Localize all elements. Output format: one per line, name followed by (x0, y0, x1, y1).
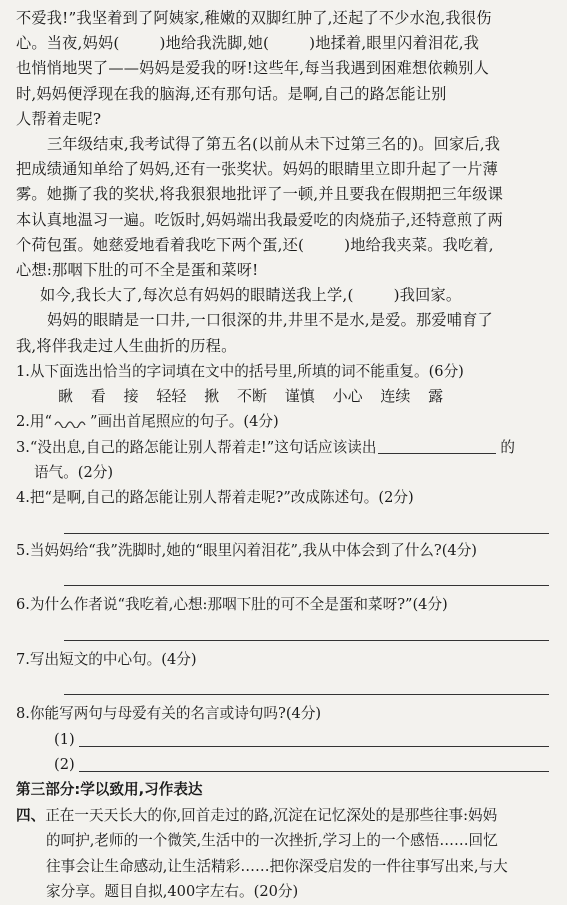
passage-line: 心。当夜,妈妈( )地给我洗脚,她( )地揉着,眼里闪着泪花,我 (16, 34, 480, 53)
question-6: 6.为什么作者说“我吃着,心想:那咽下肚的可不全是蛋和菜呀?”(4分) (16, 596, 448, 614)
question-3-cont: 语气。(2分) (34, 464, 114, 482)
passage-line: 心想:那咽下肚的可不全是蛋和菜呀! (16, 261, 259, 280)
option-word: 揪 (204, 387, 220, 406)
question-4: 4.把“是啊,自己的路怎能让别人帮着走呢?”改成陈述句。(2分) (16, 489, 414, 507)
answer-line[interactable] (64, 563, 549, 586)
wavy-line-icon (54, 418, 88, 428)
part-3 (16, 777, 553, 905)
answer-blank[interactable] (269, 37, 309, 52)
option-word: 接 (123, 387, 139, 406)
answer-blank[interactable] (119, 37, 159, 52)
answer-blank[interactable] (304, 238, 344, 253)
section-number: 四、 (16, 806, 46, 824)
part-3-title: 第三部分:学以致用,习作表达 (16, 780, 203, 798)
passage-line: 雾。她撕了我的奖状,将我狠狠地批评了一顿,并且要我在假期把三年级课 (16, 185, 504, 204)
answer-underline[interactable] (79, 755, 549, 772)
question-5: 5.当妈妈给“我”洗脚时,她的“眼里闪着泪花”,我从中体会到了什么?(4分) (16, 541, 477, 559)
option-word: 瞅 (58, 387, 74, 406)
answer-blank[interactable] (354, 289, 394, 304)
passage-line: 本认真地温习一遍。吃饭时,妈妈端出我最爱吃的肉烧茄子,还特意煎了两 (16, 210, 504, 229)
passage-line: 如今,我长大了,每次总有妈妈的眼睛送我上学,( )我回家。 (40, 286, 462, 305)
composition-line: 往事会让生命感动,让生活精彩……把你深受启发的一件往事写出来,与大 (46, 857, 508, 875)
option-word: 露 (428, 387, 444, 406)
passage-line: 也悄悄地哭了——妈妈是爱我的呀!这些年,每当我遇到困难想依赖别人 (16, 59, 489, 78)
passage-line: 不爱我!”我坚着到了阿姨家,稚嫩的双脚红肿了,还起了不少水泡,我很伤 (16, 9, 492, 27)
option-word: 谨慎 (284, 387, 315, 406)
answer-line[interactable] (64, 511, 549, 534)
passage-line: 我,将伴我走过人生曲折的历程。 (16, 336, 237, 355)
passage-line: 把成绩通知单给了妈妈,还有一张奖状。妈妈的眼睛里立即升起了一片薄 (16, 160, 499, 179)
composition-line: 四、正在一天天长大的你,回首走过的路,沉淀在记忆深处的是那些往事:妈妈 (16, 806, 498, 824)
question-8-sub: (1) (16, 727, 553, 752)
question-8-sub: (2) (16, 752, 553, 777)
passage-line: 妈妈的眼睛是一口井,一口很深的井,井里不是水,是爱。那爱哺育了 (47, 311, 493, 330)
passage-line: 个荷包蛋。她慈爱地看着我吃下两个蛋,还( )地给我夹菜。我吃着, (16, 235, 494, 254)
question-8: 8.你能写两句与母爱有关的名言或诗句吗?(4分) (16, 705, 322, 723)
answer-line[interactable] (64, 618, 549, 641)
answer-line[interactable] (64, 672, 549, 695)
option-word: 轻轻 (156, 387, 187, 406)
question-3: 3.“没出息,自己的路怎能让别人帮着走!”这句话应该读出 的 (16, 438, 516, 456)
passage-line: 三年级结束,我考试得了第五名(以前从未下过第三名的)。回家后,我 (47, 135, 501, 154)
answer-underline[interactable] (378, 437, 496, 454)
answer-underline[interactable] (79, 730, 549, 747)
question-1: 1.从下面选出恰当的字词填在文中的括号里,所填的词不能重复。(6分) (16, 362, 464, 380)
passage-line: 时,妈妈便浮现在我的脑海,还有那句话。是啊,自己的路怎能让别 (16, 84, 447, 103)
option-word: 小心 (332, 387, 363, 406)
passage-line: 人帮着走呢? (16, 109, 102, 128)
questions (16, 359, 553, 777)
question-7: 7.写出短文的中心句。(4分) (16, 650, 197, 668)
option-word: 看 (90, 387, 106, 406)
option-word: 不断 (236, 387, 267, 406)
composition-line: 的呵护,老师的一个微笑,生活中的一次挫折,学习上的一个感悟……回忆 (46, 832, 498, 850)
composition-line: 家分享。题目自拟,400字左右。(20分) (46, 883, 299, 901)
question-2: 2.用“ ”画出首尾照应的句子。(4分) (16, 413, 279, 431)
word-options (16, 384, 553, 409)
option-word: 连续 (380, 387, 411, 406)
passage (16, 6, 553, 359)
